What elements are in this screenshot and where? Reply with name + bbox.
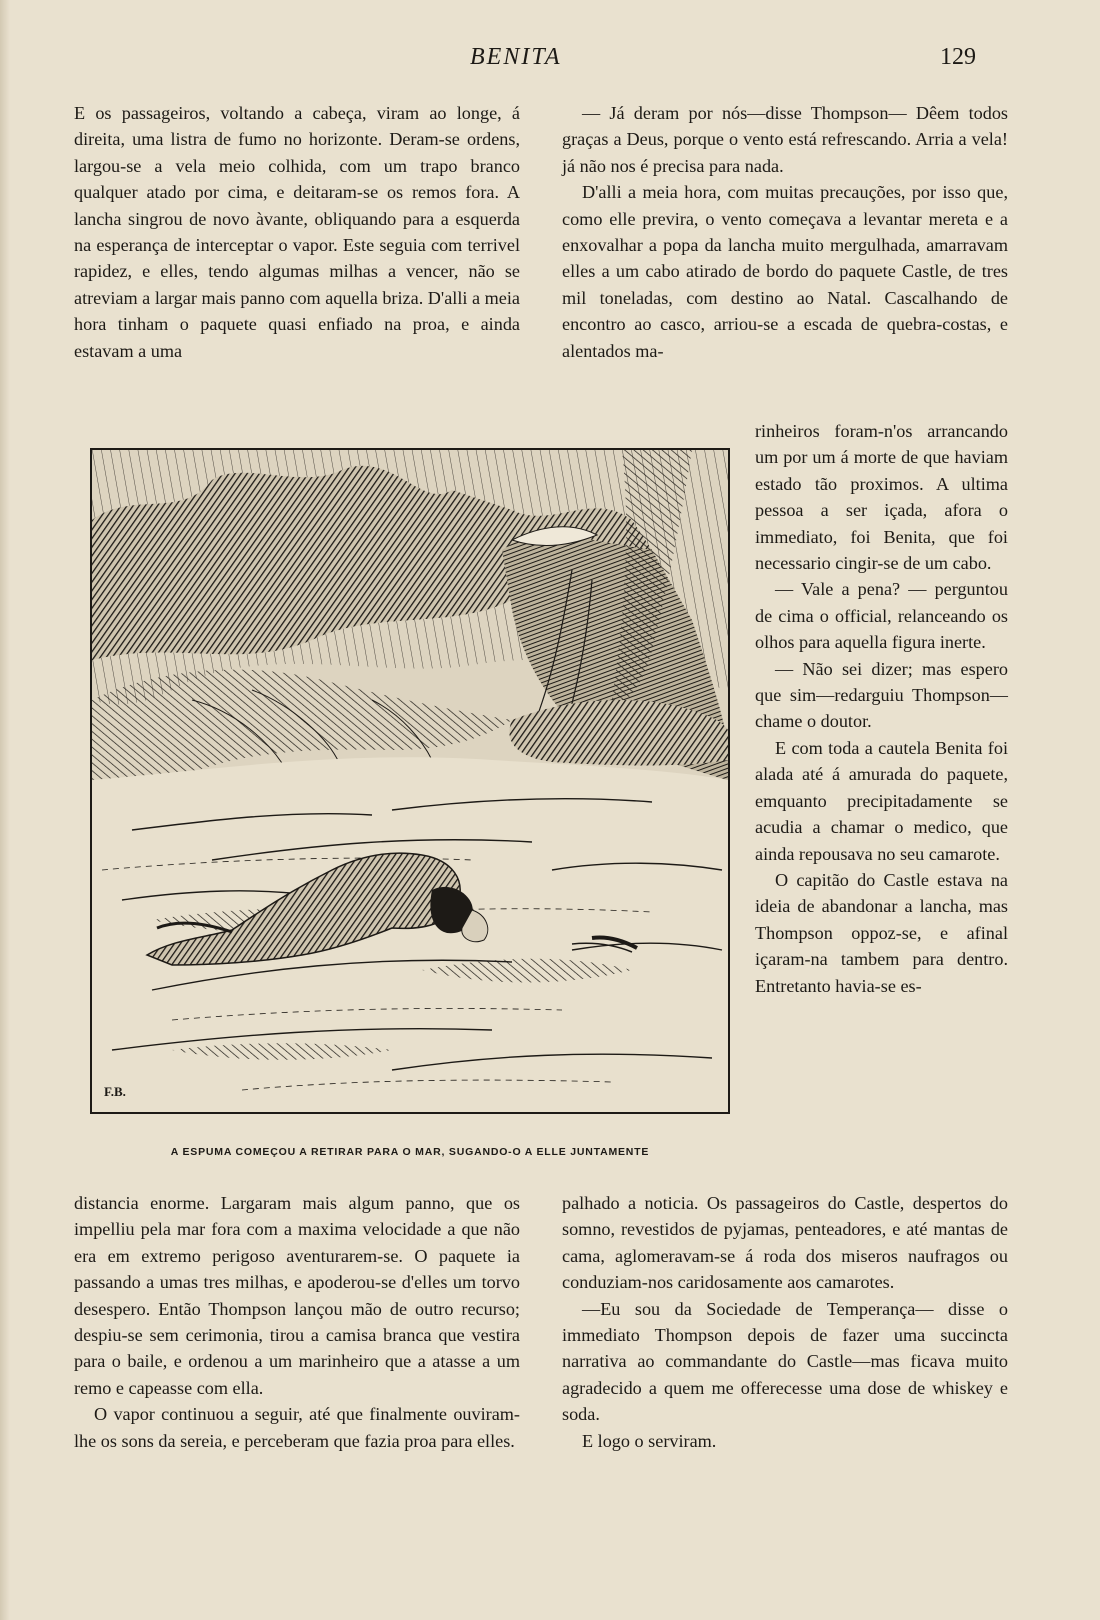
page-number: 129 [940,44,976,70]
paragraph: O vapor continuou a seguir, até que finalmente ouviram-lhe os sons da sereia, e perceberam que fazia proa para elles. [74,1404,520,1451]
engraving-drawing [92,450,728,1112]
engraving-illustration [90,448,730,1114]
running-title: BENITA [470,44,562,70]
illustration-caption: A ESPUMA COMEÇOU A RETIRAR PARA O MAR, SUGANDO-O A ELLE JUNTAMENTE [170,1146,650,1158]
page-edge-shadow [0,0,10,1620]
right-column-narrow [755,418,1008,999]
right-column-bottom [562,1190,1008,1454]
paragraph: —Eu sou da Sociedade de Temperança— disse o immediato Thompson depois de fazer uma succincta narrativa ao commandante do Castle—mas ficava muito agradecido a quem me offerecesse uma dose de whiskey e soda. [562,1298,1008,1425]
paragraph: distancia enorme. Largaram mais algum panno, que os impelliu pela mar fora com a maxima velocidade a que não era em extremo perigoso aventurarem-se. O paquete ia passando a umas tres milhas, e apoderou-se d'elles um torvo desespero. Então Thompson lançou mão de outro recurso; despiu-se sem cerimonia, tirou a camisa branca que vestira para o baile, e ordenou a um marinheiro que a atasse a um remo e capeasse com ella. [74,1193,520,1398]
artist-signature: F.B. [104,1084,126,1099]
paragraph: — Não sei dizer; mas espero que sim—redarguiu Thompson—chame o doutor. [755,658,1008,732]
right-column-top [562,100,1008,364]
paragraph: — Já deram por nós—disse Thompson— Dêem todos graças a Deus, porque o vento está refrescando. Arria a vela! já não nos é precisa para nada. [562,103,1008,176]
paragraph: E os passageiros, voltando a cabeça, viram ao longe, á direita, uma listra de fumo no horizonte. Deram-se ordens, largou-se a vela meio colhida, com um trapo branco qualquer atado por cima, e deitaram-se os remos fora. A lancha singrou de novo àvante, obliquando para a esquerda na esperança de interceptar o vapor. Este seguia com terrivel rapidez, e elles, tendo algumas milhas a vencer, não se atreviam a largar mais panno com aquella briza. D'alli a meia hora tinham o paquete quasi enfiado na proa, e ainda estavam a uma [74,103,520,361]
paragraph: E logo o serviram. [582,1430,717,1451]
paragraph: O capitão do Castle estava na ideia de abandonar a lancha, mas Thompson oppoz-se, e afinal içaram-na tambem para dentro. Entretanto havia-se es- [755,869,1008,996]
paragraph: rinheiros foram-n'os arrancando um por um á morte de que haviam estado tão proximos. A ultima pessoa a ser içada, afora o immediato, foi Benita, que foi necessario cingir-se de um cabo. [755,421,1008,574]
paragraph: — Vale a pena? — perguntou de cima o official, relanceando os olhos para aquella figura inerte. [755,579,1008,653]
paragraph: palhado a noticia. Os passageiros do Castle, despertos do somno, revestidos de pyjamas, penteadores, e até mantas de cama, aglomeravam-se á roda dos miseros naufragos ou conduziam-nos caridosamente aos camarotes. [562,1193,1008,1293]
left-column-top [74,100,520,364]
paragraph: E com toda a cautela Benita foi alada até á amurada do paquete, emquanto precipitadamente se acudia a chamar o medico, que ainda repousava no seu camarote. [755,737,1008,864]
paragraph: D'alli a meia hora, com muitas precauções, por isso que, como elle previra, o vento começava a levantar mereta e a enxovalhar a popa da lancha muito mergulhada, amarravam elles a um cabo atirado de bordo do paquete Castle, de tres mil toneladas, com destino ao Natal. Cascalhando de encontro ao casco, arriou-se a escada de quebra-costas, e alentados ma- [562,182,1008,361]
left-column-bottom [74,1190,520,1454]
